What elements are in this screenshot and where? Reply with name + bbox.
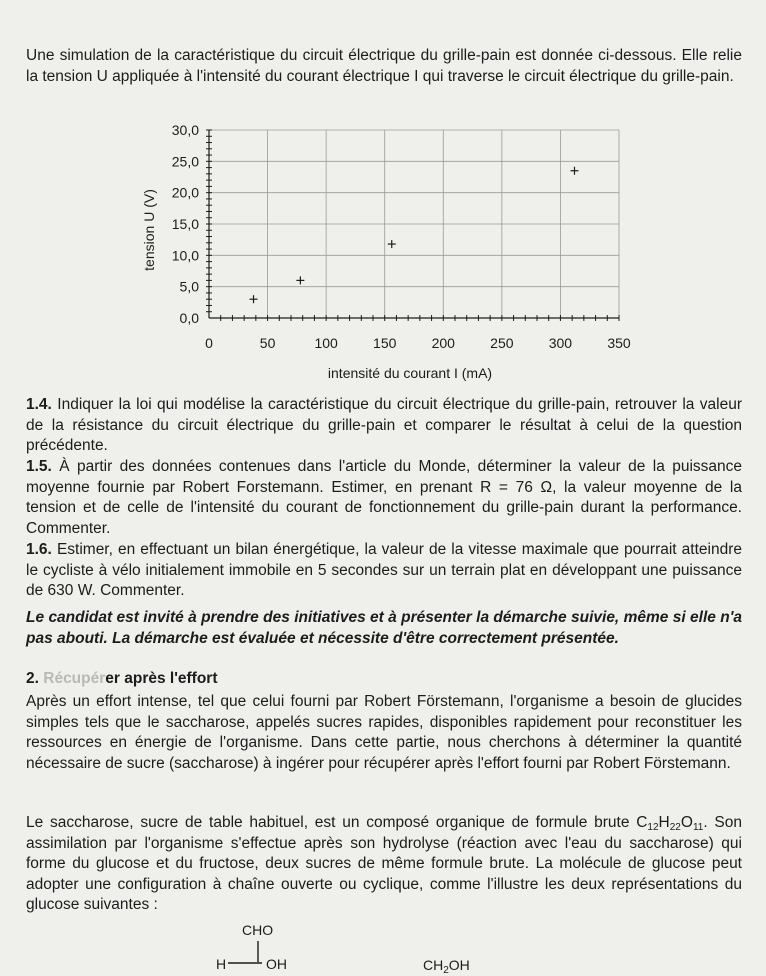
section-number: 2. [26,670,39,687]
question-number: 1.5. [26,458,52,475]
section-2-paragraph-1: Après un effort intense, tel que celui fourni par Robert Förstemann, l'organisme a besoin de glucides simples tels que le saccharose, appelés sucres rapides, disponibles rapidement pour reconstituer les ressources en énergie de l'organisme. Dans cette partie, nous cherchons à déterminer la quantité nécessaire de sucre (saccharose) à ingérer pour récupérer après l'effort fourni par Robert Förstemann. [26,693,742,772]
question-text: À partir des données contenues dans l'article du Monde, déterminer la valeur de la puissance moyenne fournie par Robert Forstemann. Estimer, en prenant R = 76 Ω, la valeur moyenne de la tension et de celle de l'intensité du courant de fonctionnement du grille-pain durant la performance. Commenter. [26,458,743,537]
molecule-right-group: OH [266,956,287,972]
molecule-top-group: CHO [242,922,274,938]
question-number: 1.6. [26,541,52,558]
x-tick-label: 150 [373,335,397,351]
y-tick-label: 0,0 [179,310,199,326]
question-number: 1.4. [26,396,52,413]
intro-paragraph: Une simulation de la caractéristique du circuit électrique du grille-pain est donnée ci-dessous. Elle relie la tension U appliquée à l'intensité du courant électrique I qui traverse le circuit électrique du grille-pain. [26,47,742,85]
question-text: Estimer, en effectuant un bilan énergétique, la valeur de la vitesse maximale que pourrait atteindre le cycliste à vélo initialement immobile en 5 secondes sur un terrain plat en développant une puissance de 630 W. Commenter. [26,541,742,599]
x-tick-label: 350 [607,335,631,351]
y-axis-label: tension U (V) [141,189,157,271]
x-axis-label: intensité du courant I (mA) [327,365,493,381]
x-tick-label: 250 [490,335,514,351]
y-tick-label: 5,0 [179,278,199,295]
candidate-note: Le candidat est invité à prendre des initiatives et à présenter la démarche suivie, même si elle n'a pas abouti. La démarche est évaluée et nécessite d'être correctement présentée. [26,609,742,647]
y-tick-label: 25,0 [171,153,199,170]
x-tick-label: 200 [431,335,455,351]
y-tick-label: 20,0 [171,184,199,201]
x-tick-label: 300 [548,335,573,351]
section-title-rest: er après l'effort [105,670,218,687]
section-2-paragraph-2: Le saccharose, sucre de table habituel, est un composé organique de formule brute $C_{12}H_{22}O_{11}$. Son assimilation par l'organisme s'effectue après son hydrolyse (réaction avec l'eau du saccharose) qui forme du glucose et du fructose, deux sucres de même formule brute. La molécule de glucose peut adopter une configuration à chaîne ouverte ou cyclique, comme l'illustre les deux représentations du glucose suivantes : [26,814,742,913]
molecule-left-atom: H [216,956,227,972]
section-title-faded: Récupér [43,670,106,687]
x-tick-label: 0 [205,335,213,351]
molecule-other-group: $CH_2OH$ [423,957,470,976]
x-tick-label: 100 [314,335,338,351]
y-tick-label: 10,0 [171,247,199,264]
question-text: Indiquer la loi qui modélise la caractéristique du circuit électrique du grille-pain, retrouver la valeur de la résistance du circuit électrique du grille-pain et comparer le résultat à celui de la question précédente. [26,396,742,454]
y-tick-label: 15,0 [171,216,199,232]
x-tick-label: 50 [259,335,276,351]
y-tick-label: 30,0 [171,122,199,138]
